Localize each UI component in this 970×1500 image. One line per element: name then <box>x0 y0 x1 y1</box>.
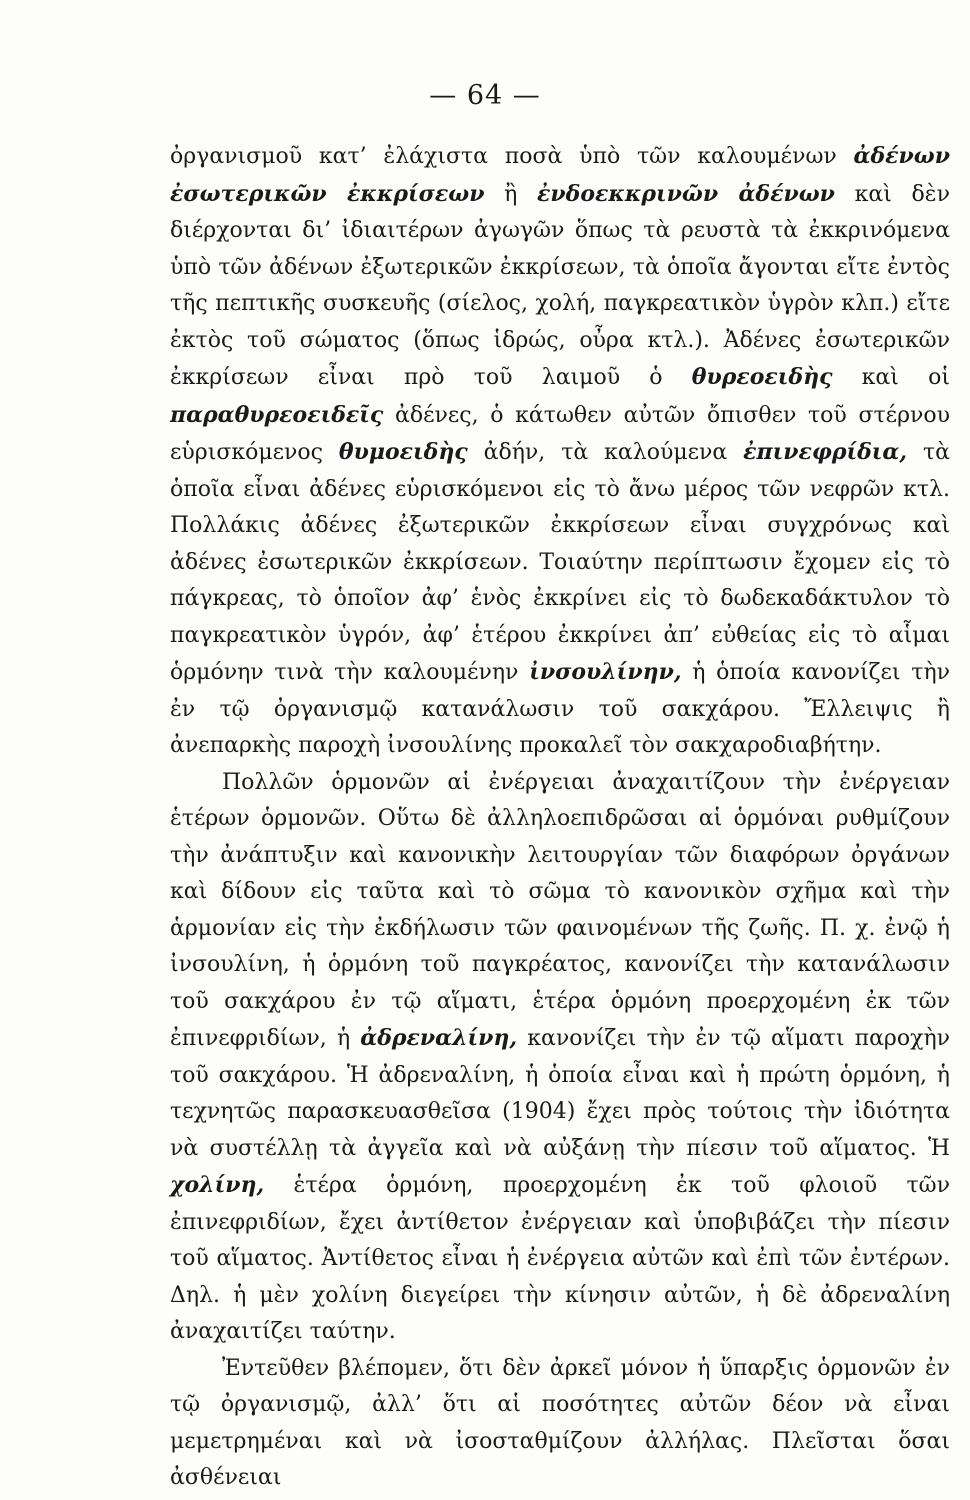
emphasized-term: θυμοειδὴς <box>338 439 468 465</box>
text-run: κανονίζει τὴν ἐν τῷ αἵματι παροχὴν τοῦ σακχάρου. Ἡ ἀδρεναλίνη, ἡ ὁποία εἶναι καὶ ἡ πρώτη ὁρμόνη, ἡ τεχνητῶς παρασκευασθεῖσα (1904) ἔχει πρὸς τούτοις τὴν ἰδιότητα νὰ συστέλλῃ τὰ ἀγγεῖα καὶ νὰ αὐξάνῃ τὴν πίεσιν τοῦ αἵματος. Ἡ <box>170 1026 950 1161</box>
emphasized-term: χολίνη, <box>170 1172 265 1198</box>
body-text <box>170 138 950 1497</box>
text-run: Πολλῶν ὁρμονῶν αἱ ἐνέργειαι ἀναχαιτίζουν τὴν ἐνέργειαν ἑτέρων ὁρμονῶν. Οὕτω δὲ ἀλληλοεπιδρῶσαι αἱ ὁρμόναι ρυθμίζουν τὴν ἀνάπτυξιν καὶ κανονικὴν λειτουργίαν τῶν διαφόρων ὀργάνων καὶ δίδουν εἰς ταῦτα καὶ τὸ σῶμα τὸ κανονικὸν σχῆμα καὶ τὴν ἁρμονίαν εἰς τὴν ἐκδήλωσιν τῶν φαινομένων τῆς ζωῆς. Π. χ. ἐνῷ ἡ ἰνσουλίνη, ἡ ὁρμόνη τοῦ παγκρέατος, κανονίζει τὴν κατανάλωσιν τοῦ σακχάρου ἐν τῷ αἵματι, ἑτέρα ὁρμόνη προερχομένη ἐκ τῶν ἐπινεφριδίων, ἡ <box>170 769 950 1051</box>
text-run: ἡ ὁποία κανονίζει τὴν ἐν τῷ ὀργανισμῷ κατανάλωσιν τοῦ σακχάρου. Ἔλλειψις ἢ ἀνεπαρκὴς παροχὴ ἰνσουλίνης προκαλεῖ τὸν σακχαροδιαβήτην. <box>170 660 951 758</box>
paragraph <box>170 1351 950 1497</box>
text-run: τὰ ὁποῖα εἶναι ἀδένες εὑρισκόμενοι εἰς τὸ ἄνω μέρος τῶν νεφρῶν κτλ. Πολλάκις ἀδένες ἐξωτερικῶν ἐκκρίσεων εἶναι συγχρόνως καὶ ἀδένες ἐσωτερικῶν ἐκκρίσεων. Τοιαύτην περίπτωσιν ἔχομεν εἰς τὸ πάγκρεας, τὸ ὁποῖον ἀφ’ ἑνὸς ἐκκρίνει εἰς τὸ δωδεκαδάκτυλον τὸ παγκρεατικὸν ὑγρόν, ἀφ’ ἑτέρου ἐκκρίνει ἀπ’ εὐθείας εἰς τὸ αἷμαι ὁρμόνην τινὰ τὴν καλουμένην <box>170 440 950 685</box>
text-run: ἀδήν, τὰ καλούμενα <box>467 440 744 465</box>
emphasized-term: ἀδρεναλίνη, <box>360 1025 518 1051</box>
text-run: ὀργανισμοῦ κατ’ ἐλάχιστα ποσὰ ὑπὸ τῶν καλουμένων <box>170 144 854 169</box>
emphasized-term: ἀδένων ἐσωτερικῶν ἐκκρίσεων <box>170 143 950 207</box>
text-run: ἑτέρα ὁρμόνη, προερχομένη ἐκ τοῦ φλοιοῦ τῶν ἐπινεφριδίων, ἔχει ἀντίθετον ἐνέργειαν καὶ ὑποβιβάζει τὴν πίεσιν τοῦ αἵματος. Ἀντίθετος εἶναι ἡ ἐνέργεια αὐτῶν καὶ ἐπὶ τῶν ἐντέρων. Δηλ. ἡ μὲν χολίνη διεγείρει τὴν κίνησιν αὐτῶν, ἡ δὲ ἀδρεναλίνη ἀναχαιτίζει ταύτην. <box>170 1173 950 1344</box>
emphasized-term: παραθυρεοειδεῖς <box>170 401 384 428</box>
page-number: — 64 — <box>429 80 541 111</box>
text-run: Ἐντεῦθεν βλέπομεν, ὅτι δὲν ἀρκεῖ μόνον ἡ ὕπαρξις ὁρμονῶν ἐν τῷ ὀργανισμῷ, ἀλλ’ ὅτι αἱ ποσότητες αὐτῶν δέον νὰ εἶναι μεμετρημέναι καὶ νὰ ἰσοσταθμίζουν ἀλλήλας. Πλεῖσται ὅσαι ἀσθένειαι <box>170 1355 950 1490</box>
paragraph <box>170 765 950 1351</box>
text-run: ἀδένες, ὁ κάτωθεν αὐτῶν ὄπισθεν τοῦ στέρνου εὑρισκόμενος <box>170 402 950 465</box>
emphasized-term: ἰνσουλίνην, <box>529 659 682 685</box>
paragraph <box>170 138 950 765</box>
text-run: ἢ <box>484 181 538 207</box>
emphasized-term: θυρεοειδὴς <box>691 364 833 390</box>
emphasized-term: ἐπινεφρίδια, <box>743 439 908 465</box>
text-run: καὶ οἱ <box>832 365 950 390</box>
emphasized-term: ἐνδοεκκρινῶν ἀδένων <box>537 180 835 207</box>
text-run: καὶ δὲν διέρχονται δι’ ἰδιαιτέρων ἀγωγῶν ὅπως τὰ ρευστὰ τὰ ἐκκρινόμενα ὑπὸ τῶν ἀδένων ἐξωτερικῶν ἐκκρίσεων, τὰ ὁποῖα ἄγονται εἴτε ἐντὸς τῆς πεπτικῆς συσκευῆς (σίελος, χολή, παγκρεατικὸν ὑγρὸν κλπ.) εἴτε ἐκτὸς τοῦ σώματος (ὅπως ἱδρώς, οὖρα κτλ.). Ἀδένες ἐσωτερικῶν ἐκκρίσεων εἶναι πρὸ τοῦ λαιμοῦ ὁ <box>170 181 950 390</box>
